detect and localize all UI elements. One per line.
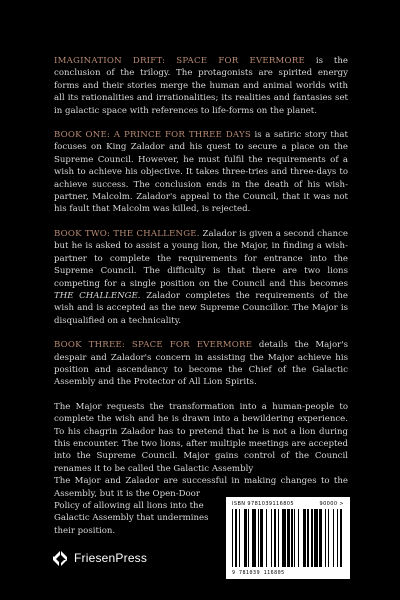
- intro-text: is the conclusion of the trilogy. The protagonists are spirited energy forms and their stories merge the human and animal worlds with all its rationalities and irrationalities; its realities and fantasies set in galactic space with references to life-forms on the planet.: [54, 56, 348, 116]
- book-three-paragraph: [54, 339, 348, 389]
- blurb-text: [54, 55, 348, 537]
- barcode-digits: 9 781039 116805: [232, 570, 285, 576]
- price-code: 90000 >: [319, 501, 344, 507]
- book-two-text-a: Zalador is given a second chance but he is asked to assist a young lion, the Major, in finding a wish-partner to complete the requirements for entrance into the Supreme Council. The difficulty is that there are two lions competing for a single position on the Council and this becomes: [54, 228, 348, 289]
- barcode: [226, 497, 350, 579]
- publisher-name: FriesenPress: [74, 551, 148, 565]
- barcode-bar: [342, 509, 343, 567]
- publisher-logo: [52, 548, 147, 568]
- policy-paragraph: Policy of allowing all lions into the Galactic Assembly that undermines their position.: [54, 501, 209, 536]
- book-two-heading: BOOK TWO: THE CHALLENGE.: [54, 228, 200, 239]
- book-two-text-b: . Zalador completes the requirements of the wish and is accepted as the new Supreme Councillor. The Major is disqualified on a technicality.: [54, 290, 348, 326]
- book-one-text: is a satiric story that focuses on King Zalador and his quest to secure a place on the Supreme Council. However, he must fulfil the requirements of a wish to achieve his objective. It takes three-tries and three-days to achieve success. The conclusion ends in the death of his wish-partner, Malcolm. Zalador's appeal to the Council, that it was not his fault that Malcolm was killed, is rejected.: [54, 130, 348, 215]
- book-two-paragraph: [54, 228, 348, 327]
- book-two-italic: THE CHALLENGE: [54, 290, 138, 301]
- friesenpress-logo-icon: [52, 548, 68, 568]
- isbn-label: ISBN 9781039116805: [232, 501, 294, 507]
- book-one-heading: BOOK ONE: A PRINCE FOR THREE DAYS: [54, 130, 251, 141]
- barcode-bars: [232, 509, 344, 567]
- intro-heading: IMAGINATION DRIFT: SPACE FOR EVERMORE: [54, 56, 305, 66]
- success-paragraph: The Major and Zalador are successful in making changes to the Assembly, but it is the Open-Door: [54, 476, 348, 499]
- major-paragraph: The Major requests the transformation into a human-people to complete the wish and he is drawn into a bewildering experience. To his chagrin Zalador has to pretend that he is not a lion during this encounter. The two lions, after multiple meetings are accepted into the Supreme Council. Major gains control of the Council renames it to be called the Galactic Assembly: [54, 401, 348, 474]
- book-three-heading: BOOK THREE: SPACE FOR EVERMORE: [54, 340, 253, 351]
- book-one-paragraph: [54, 129, 348, 216]
- book-three-text: details the Major's despair and Zalador's concern in assisting the Major achieve his position and ascendancy to become the Chief of the Galactic Assembly and the Protector of All Lion Spirits.: [54, 340, 348, 388]
- intro-paragraph: [54, 55, 348, 117]
